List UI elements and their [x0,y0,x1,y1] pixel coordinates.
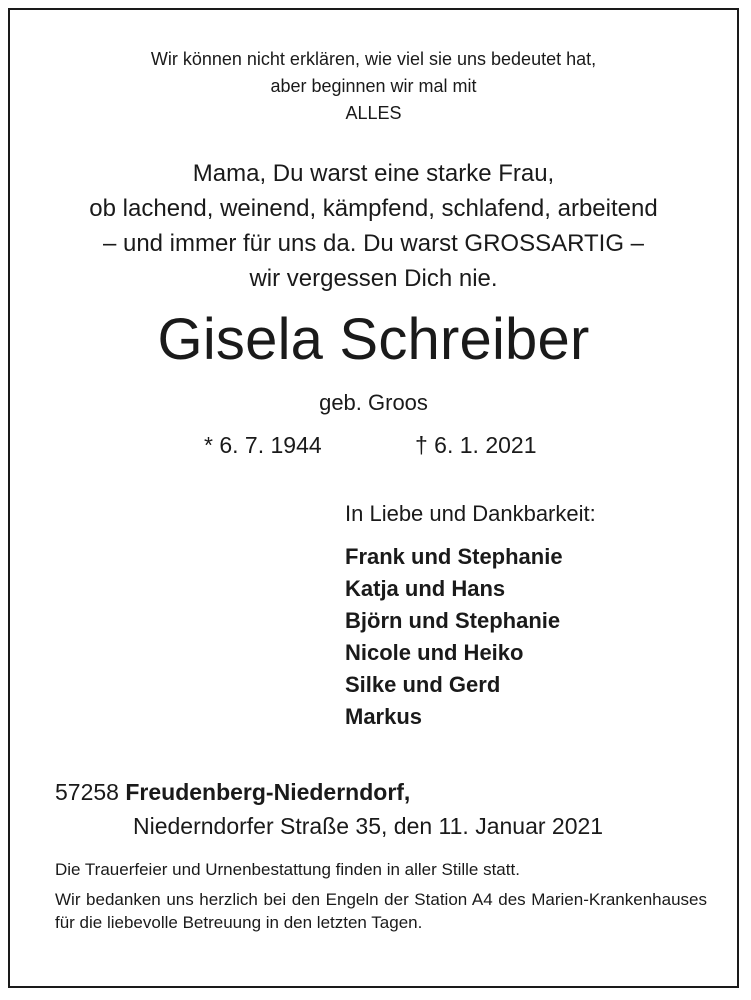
family-member: Katja und Hans [345,576,506,601]
family-member: Frank und Stephanie [345,544,563,569]
thanks-heading: In Liebe und Dankbarkeit: [345,501,596,526]
intro-line: Wir können nicht erklären, wie viel sie uns bedeutet hat, [150,49,597,69]
family-member: Nicole und Heiko [345,640,524,665]
intro-line: ALLES [345,103,402,123]
deceased-name: Gisela Schreiber [157,307,590,372]
obituary-notice [8,8,739,988]
death-date: † 6. 1. 2021 [415,432,537,458]
poem-text [10,156,737,296]
intro-text [10,46,737,127]
funeral-info: Die Trauerfeier und Urnenbestattung finden in aller Stille statt. [55,860,520,879]
address-town: Freudenberg-Niederndorf, [125,779,411,805]
family-member: Markus [345,704,423,729]
family-member: Björn und Stephanie [345,608,561,633]
poem-line: Mama, Du warst eine starke Frau, [192,160,555,187]
thanks-info: Wir bedanken uns herzlich bei den Engeln der Station A4 des Marien-Krankenhauses für die liebevolle Betreuung in den letzten Tagen. [55,890,707,932]
family-list [345,541,563,733]
poem-line: ob lachend, weinend, kämpfend, schlafend, arbeitend [89,195,658,222]
intro-line: aber beginnen wir mal mit [270,76,477,96]
address-zip: 57258 [55,779,119,805]
poem-line: wir vergessen Dich nie. [249,265,498,292]
family-member: Silke und Gerd [345,672,501,697]
birth-date: * 6. 7. 1944 [204,432,322,458]
address-line-1 [55,776,410,808]
address-street-date: Niederndorfer Straße 35, den 11. Januar 2021 [133,813,604,839]
birth-name: geb. Groos [319,390,428,415]
poem-line: – und immer für uns da. Du warst GROSSARTIG – [102,230,645,257]
